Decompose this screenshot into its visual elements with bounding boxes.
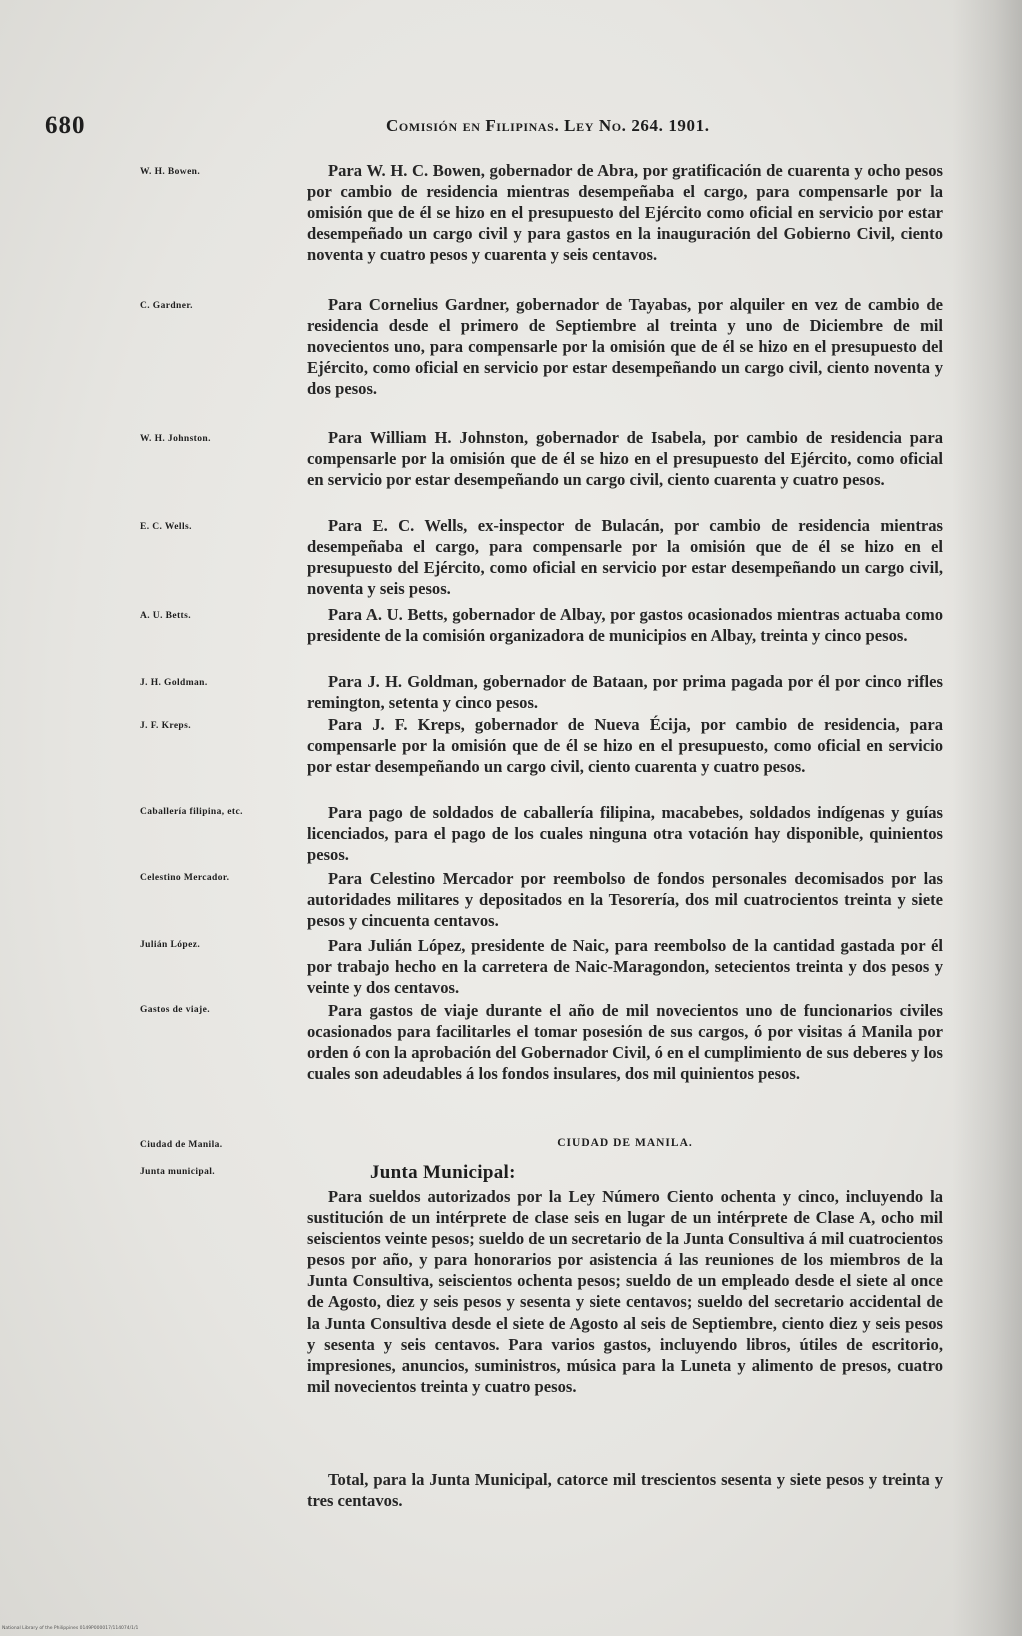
running-head: Comisión en Filipinas. Ley No. 264. 1901. — [386, 116, 710, 135]
entry-paragraph: Para W. H. C. Bowen, gobernador de Abra, por gratificación de cuarenta y ocho pesos por cambio de residencia mientras desempeñaba el cargo, para compensarle por la omisión que de él se hizo en el presupuesto del Ejército como oficial en servicio por estar desempeñado un cargo civil y para gastos en la inauguración del Gobierno Civil, ciento noventa y cuatro pesos y cuarenta y seis centavos. — [307, 161, 943, 265]
margin-note: J. F. Kreps. — [140, 721, 191, 731]
margin-note: Ciudad de Manila. — [140, 1140, 223, 1150]
margin-note: W. H. Bowen. — [140, 167, 201, 177]
entry-paragraph: Para pago de soldados de caballería filipina, macabebes, soldados indígenas y guías licenciados, para el pago de los cuales ninguna otra votación hay disponible, quinientos pesos. — [307, 803, 943, 865]
library-credit: National Library of the Philippines 0149P000017/114074/1/1 — [2, 1626, 139, 1631]
margin-note: C. Gardner. — [140, 301, 193, 311]
entry-paragraph: Para J. F. Kreps, gobernador de Nueva Écija, por cambio de residencia, para compensarle por la omisión que de él se hizo en el presupuesto, como oficial en servicio por estar desempeñando un cargo civil, ciento cuarenta y cuatro pesos. — [307, 715, 943, 777]
entry-paragraph: Para J. H. Goldman, gobernador de Bataan, por prima pagada por él por cinco rifles remington, setenta y cinco pesos. — [307, 672, 943, 713]
entry-paragraph: Para Celestino Mercador por reembolso de fondos personales decomisados por las autoridades militares y depositados en la Tesorería, dos mil cuatrocientos treinta y siete pesos y cincuenta centavos. — [307, 869, 943, 931]
margin-note: Celestino Mercador. — [140, 873, 230, 883]
margin-note: A. U. Betts. — [140, 611, 191, 621]
margin-note: J. H. Goldman. — [140, 678, 208, 688]
margin-note: Caballería filipina, etc. — [140, 807, 243, 817]
margin-note: Julián López. — [140, 940, 201, 950]
page-spine-shadow — [952, 0, 1022, 1636]
entry-paragraph: Para E. C. Wells, ex-inspector de Bulacán, por cambio de residencia mientras desempeñaba el cargo, para compensarle por la omisión que de él se hizo en el presupuesto del Ejército, como oficial en servicio por estar desempeñando un cargo civil, noventa y seis pesos. — [307, 516, 943, 599]
page-number: 680 — [45, 112, 86, 139]
junta-total-paragraph: Total, para la Junta Municipal, catorce mil trescientos sesenta y siete pesos y treinta y tres centavos. — [307, 1470, 943, 1511]
entry-paragraph: Para A. U. Betts, gobernador de Albay, por gastos ocasionados mientras actuaba como presidente de la comisión organizadora de municipios en Albay, treinta y cinco pesos. — [307, 605, 943, 646]
margin-note: Junta municipal. — [140, 1167, 216, 1177]
junta-paragraph: Para sueldos autorizados por la Ley Número Ciento ochenta y cinco, incluyendo la sustitución de un intérprete de clase seis en lugar de un intérprete de Clase A, ocho mil seiscientos veinte pesos; sueldo de un secretario de la Junta Consultiva á mil cuatrocientos pesos por año, y para honorarios por asistencia á las reuniones de los miembros de la Junta Consultiva, seiscientos ochenta pesos; sueldo de un empleado desde el siete al once de Agosto, diez y seis pesos y sesenta y siete centavos; sueldo del secretario accidental de la Junta Consultiva desde el siete de Agosto al seis de Septiembre, ciento diez y seis pesos y sesenta y seis centavos. Para varios gastos, incluyendo libros, útiles de escritorio, impresiones, anuncios, suministros, música para la Luneta y alimento de presos, cuatro mil novecientos treinta y cuatro pesos. — [307, 1187, 943, 1396]
entry-paragraph: Para gastos de viaje durante el año de mil novecientos uno de funcionarios civiles ocasionados para facilitarles el tomar posesión de sus cargos, ó por visitas á Manila por orden ó con la aprobación del Gobernador Civil, ó en el cumplimiento de sus deberes y los cuales son adeudables á los fondos insulares, dos mil quinientos pesos. — [307, 1001, 943, 1084]
margin-note: Gastos de viaje. — [140, 1005, 210, 1015]
page-header — [0, 112, 1022, 142]
subsection-heading: Junta Municipal: — [370, 1162, 516, 1183]
entry-paragraph: Para William H. Johnston, gobernador de Isabela, por cambio de residencia para compensarle por la omisión que de él se hizo en el presupuesto del Ejército, como oficial en servicio por estar desempeñando un cargo civil, ciento cuarenta y cuatro pesos. — [307, 428, 943, 490]
entry-paragraph: Para Julián López, presidente de Naic, para reembolso de la cantidad gastada por él por trabajo hecho en la carretera de Naic-Maragondon, setecientos treinta y dos pesos y veinte y dos centavos. — [307, 936, 943, 998]
entry-paragraph: Para Cornelius Gardner, gobernador de Tayabas, por alquiler en vez de cambio de residencia desde el primero de Septiembre al treinta y uno de Diciembre de mil novecientos uno, para compensarle por la omisión que de él se hizo en el presupuesto del Ejército, como oficial en servicio por estar desempeñando un cargo civil, ciento noventa y dos pesos. — [307, 295, 943, 399]
margin-note: W. H. Johnston. — [140, 434, 211, 444]
section-heading: CIUDAD DE MANILA. — [557, 1137, 693, 1149]
margin-note: E. C. Wells. — [140, 522, 192, 532]
